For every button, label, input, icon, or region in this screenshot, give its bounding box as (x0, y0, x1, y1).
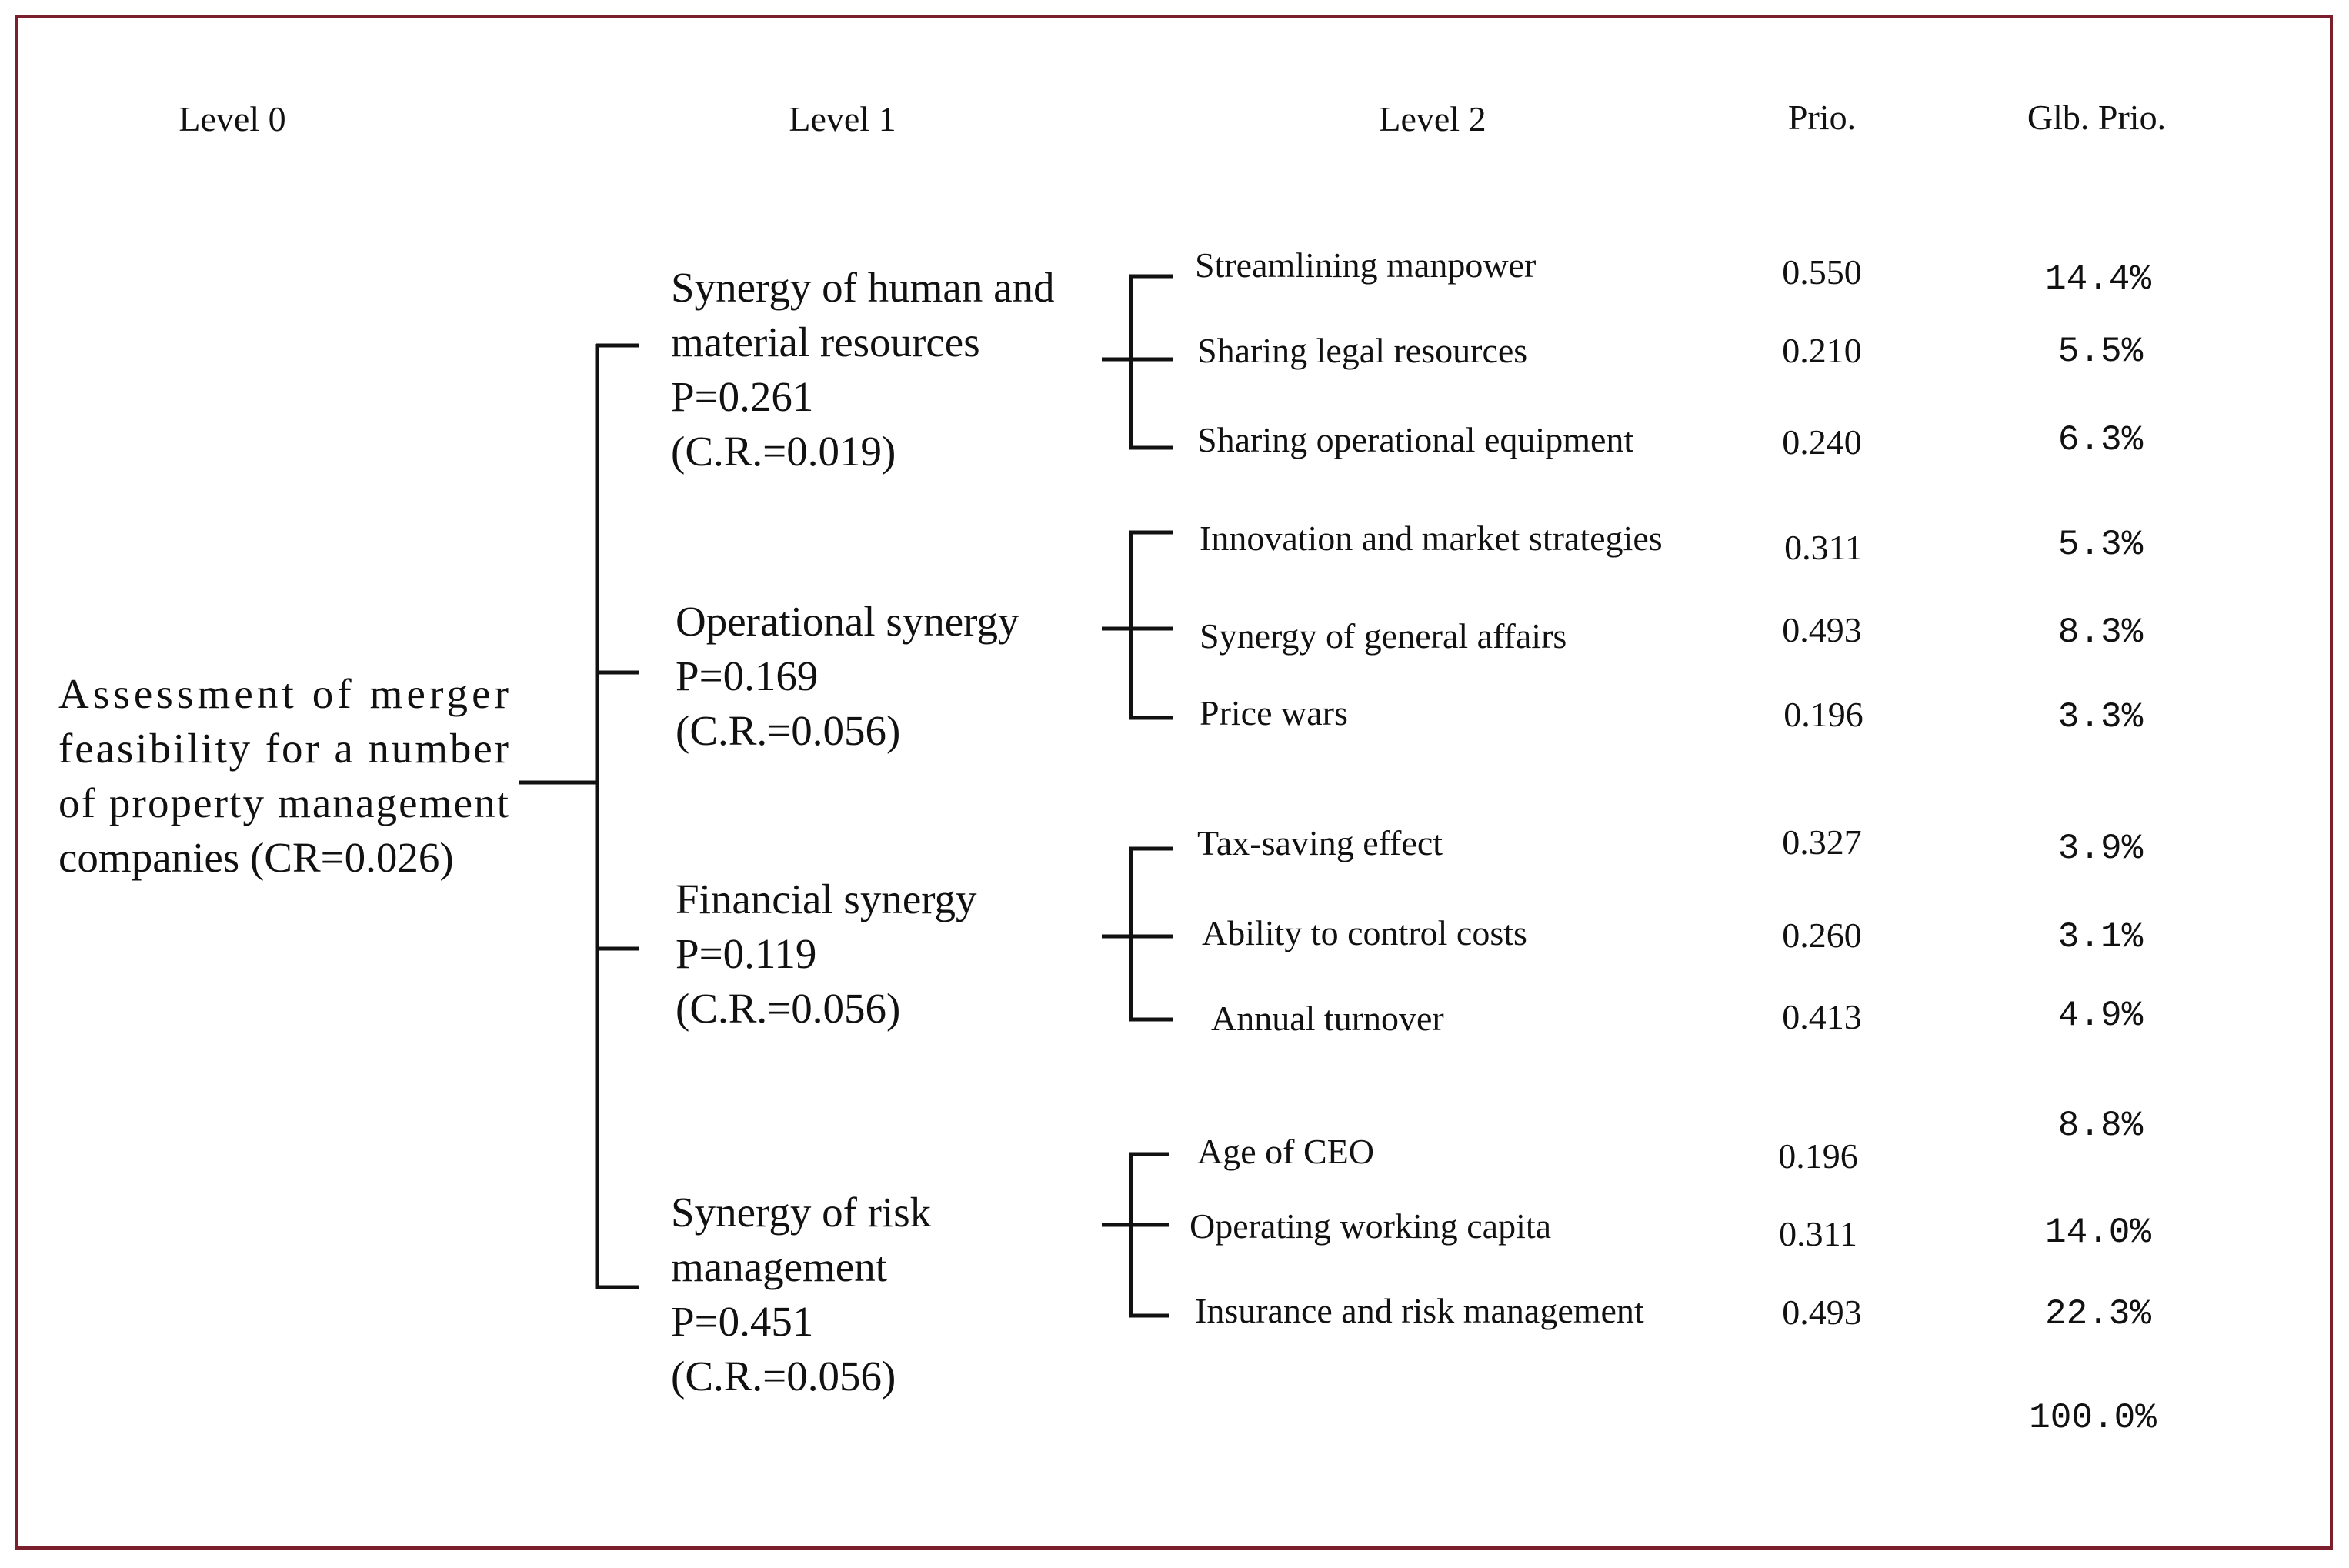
level1-node-risk (671, 1189, 932, 1400)
level1-connector (519, 344, 639, 1289)
header-level1: Level 1 (789, 99, 896, 138)
level1-line: P=0.451 (671, 1298, 814, 1345)
prio-value: 0.413 (1782, 997, 1862, 1036)
header-prio: Prio. (1787, 98, 1857, 137)
prio-value: 0.210 (1782, 331, 1862, 370)
bracket-group-3 (1102, 847, 1173, 1021)
level1-line: (C.R.=0.056) (676, 985, 901, 1032)
prio-value: 0.196 (1778, 1136, 1858, 1176)
level1-node-financial (676, 876, 977, 1032)
level1-node-human-material (671, 264, 1055, 475)
glb-prio-column (2029, 259, 2157, 1438)
prio-column (1778, 252, 1864, 1332)
level1-line: P=0.119 (676, 930, 817, 977)
level2-label: Price wars (1200, 693, 1348, 732)
root-line: of property management (58, 779, 509, 826)
level1-line: (C.R.=0.056) (676, 707, 901, 754)
level2-label: Streamlining manpower (1195, 245, 1537, 285)
glb-prio-value: 6.3% (2057, 420, 2144, 460)
level1-line: (C.R.=0.019) (671, 428, 896, 475)
level2-label: Annual turnover (1211, 999, 1444, 1038)
bracket-group-4 (1102, 1153, 1169, 1317)
level2-label: Innovation and market strategies (1200, 519, 1663, 558)
prio-value: 0.196 (1783, 695, 1864, 734)
glb-prio-value: 5.5% (2057, 332, 2144, 372)
glb-prio-value: 5.3% (2057, 525, 2144, 565)
level2-label: Age of CEO (1197, 1132, 1374, 1171)
prio-value: 0.493 (1782, 1293, 1862, 1332)
header-level0: Level 0 (179, 99, 286, 138)
prio-value: 0.327 (1782, 822, 1862, 862)
level2-labels (1190, 245, 1663, 1330)
level1-line: Financial synergy (676, 876, 977, 922)
level1-line: material resources (671, 319, 980, 365)
header-glb-prio: Glb. Prio. (2027, 98, 2167, 137)
root-line: Assessment of merger (58, 670, 509, 717)
prio-value: 0.311 (1784, 528, 1863, 567)
glb-prio-value: 8.8% (2057, 1106, 2144, 1146)
glb-prio-value: 8.3% (2057, 612, 2144, 652)
level1-line: P=0.169 (676, 652, 819, 699)
level2-label: Operating working capita (1190, 1206, 1552, 1246)
level2-label: Sharing legal resources (1197, 331, 1528, 370)
glb-prio-value: 4.9% (2057, 996, 2144, 1036)
glb-prio-total: 100.0% (2029, 1398, 2157, 1438)
glb-prio-value: 14.4% (2044, 259, 2152, 299)
level2-label: Synergy of general affairs (1200, 616, 1567, 656)
root-node (58, 670, 509, 881)
level1-line: (C.R.=0.056) (671, 1353, 896, 1400)
level1-line: P=0.261 (671, 373, 814, 420)
level1-line: management (671, 1243, 887, 1290)
level2-connectors (1102, 275, 1173, 1317)
level2-label: Tax-saving effect (1197, 823, 1443, 862)
level1-node-operational (676, 598, 1019, 754)
level2-label: Sharing operational equipment (1197, 420, 1634, 459)
prio-value: 0.550 (1782, 252, 1862, 292)
prio-value: 0.240 (1782, 422, 1862, 462)
prio-value: 0.493 (1782, 610, 1862, 649)
level1-line: Synergy of human and (671, 264, 1055, 311)
root-line: feasibility for a number (58, 725, 509, 772)
glb-prio-value: 3.3% (2057, 697, 2144, 737)
level2-label: Insurance and risk management (1195, 1291, 1644, 1330)
level1-line: Synergy of risk (671, 1189, 932, 1236)
glb-prio-value: 3.9% (2057, 829, 2144, 869)
prio-value: 0.311 (1779, 1214, 1857, 1253)
bracket-group-1 (1102, 275, 1173, 449)
glb-prio-value: 3.1% (2057, 917, 2144, 957)
bracket-group-2 (1102, 531, 1173, 719)
level1-line: Operational synergy (676, 598, 1019, 645)
prio-value: 0.260 (1782, 916, 1862, 955)
glb-prio-value: 22.3% (2044, 1294, 2152, 1334)
root-line: companies (CR=0.026) (58, 834, 454, 881)
header-level2: Level 2 (1379, 99, 1486, 138)
level2-label: Ability to control costs (1202, 913, 1527, 952)
glb-prio-value: 14.0% (2044, 1213, 2152, 1253)
